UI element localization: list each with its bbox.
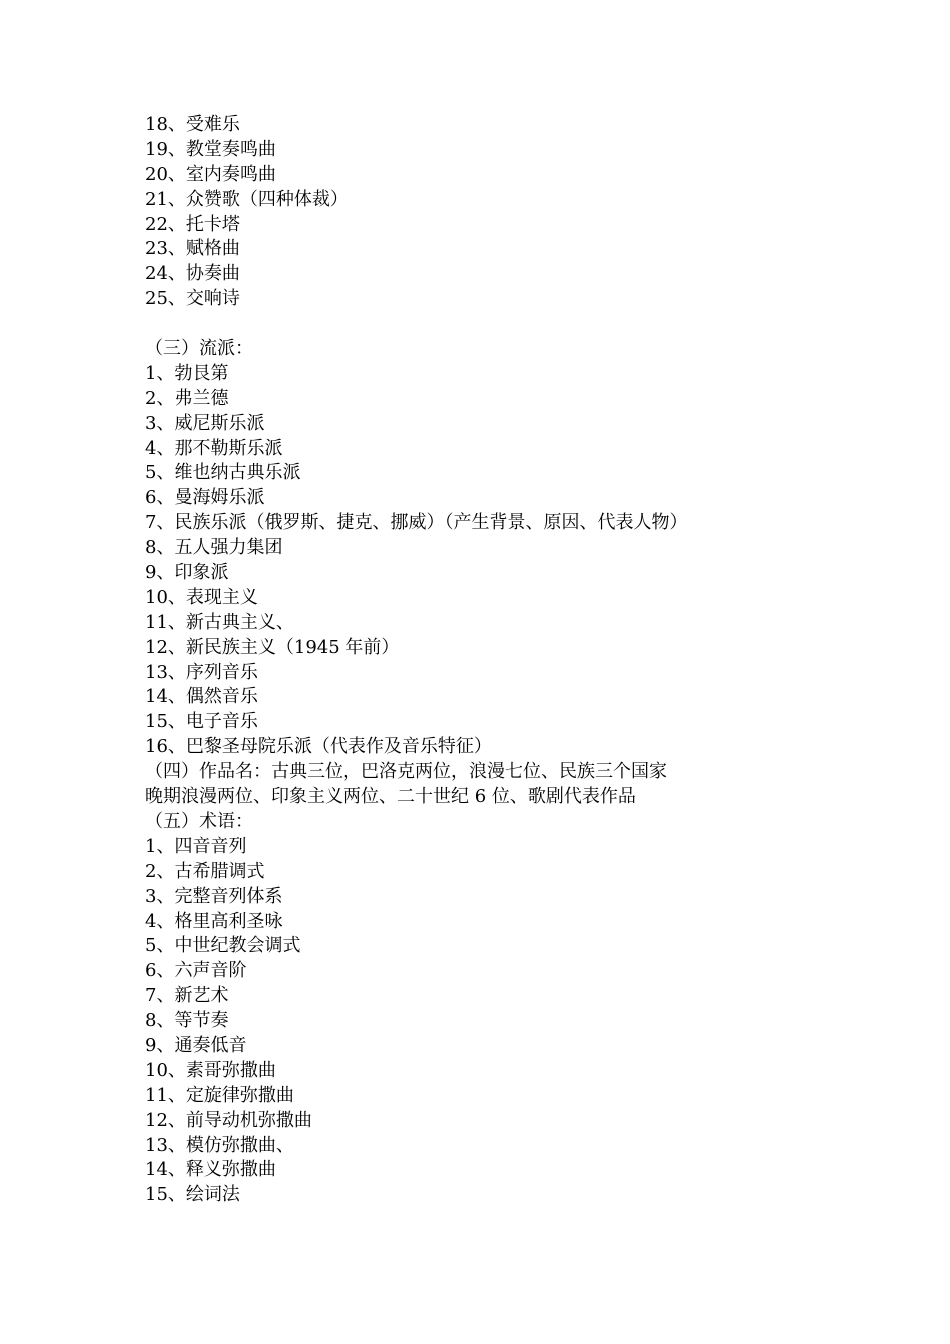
list-item: 4、那不勒斯乐派 (145, 437, 283, 459)
list-item: 12、新民族主义（1945 年前） (145, 636, 400, 658)
list-item: 3、完整音列体系 (145, 885, 283, 907)
list-item: 18、受难乐 (145, 114, 240, 135)
list-item: 21、众赞歌（四种体裁） (145, 188, 348, 210)
list-item: 3、威尼斯乐派 (145, 412, 265, 434)
list-item: 20、室内奏鸣曲 (145, 163, 276, 185)
list-item: 14、偶然音乐 (145, 686, 258, 708)
list-item: 16、巴黎圣母院乐派（代表作及音乐特征） (145, 736, 492, 758)
list-item: 9、通奏低音 (145, 1034, 247, 1056)
list-item: 11、新古典主义、 (145, 611, 294, 633)
blank-line (145, 312, 905, 337)
list-item: 2、古希腊调式 (145, 860, 265, 882)
list-item: 13、序列音乐 (145, 661, 258, 683)
works-section (145, 760, 905, 810)
section-heading: （五）术语： (145, 810, 253, 832)
list-item: 19、教堂奏鸣曲 (145, 138, 276, 160)
list-item: 5、中世纪教会调式 (145, 935, 301, 957)
list-item: 1、勃艮第 (145, 362, 229, 384)
list-item: 12、前导动机弥撒曲 (145, 1109, 312, 1131)
list-item: 13、模仿弥撒曲、 (145, 1134, 294, 1156)
list-item: 1、四音音列 (145, 835, 247, 857)
list-item: 9、印象派 (145, 562, 229, 584)
section-heading: （三）流派： (145, 338, 253, 360)
list-item: 5、维也纳古典乐派 (145, 462, 301, 484)
list-item: 6、曼海姆乐派 (145, 487, 265, 509)
schools-section (145, 337, 905, 760)
list-item: 10、表现主义 (145, 586, 258, 608)
forms-list (145, 113, 905, 312)
terms-section (145, 810, 905, 1208)
list-item: 6、六声音阶 (145, 960, 247, 982)
list-item: 15、电子音乐 (145, 711, 258, 733)
list-item: 10、素哥弥撒曲 (145, 1059, 276, 1081)
works-line: （四）作品名：古典三位，巴洛克两位，浪漫七位、民族三个国家 (145, 761, 667, 783)
works-line: 晚期浪漫两位、印象主义两位、二十世纪 6 位、歌剧代表作品 (145, 786, 636, 808)
list-item: 8、五人强力集团 (145, 537, 283, 559)
list-item: 14、释义弥撒曲 (145, 1159, 276, 1181)
document-body (145, 113, 905, 1208)
list-item: 15、绘词法 (145, 1184, 240, 1206)
list-item: 22、托卡塔 (145, 213, 240, 235)
list-item: 25、交响诗 (145, 288, 240, 310)
list-item: 23、赋格曲 (145, 238, 240, 260)
list-item: 4、格里高利圣咏 (145, 910, 283, 932)
list-item: 2、弗兰德 (145, 387, 229, 409)
list-item: 8、等节奏 (145, 1010, 229, 1032)
list-item: 7、民族乐派（俄罗斯、捷克、挪威）（产生背景、原因、代表人物） (145, 512, 688, 534)
list-item: 11、定旋律弥撒曲 (145, 1084, 294, 1106)
list-item: 7、新艺术 (145, 985, 229, 1007)
list-item: 24、协奏曲 (145, 263, 240, 285)
